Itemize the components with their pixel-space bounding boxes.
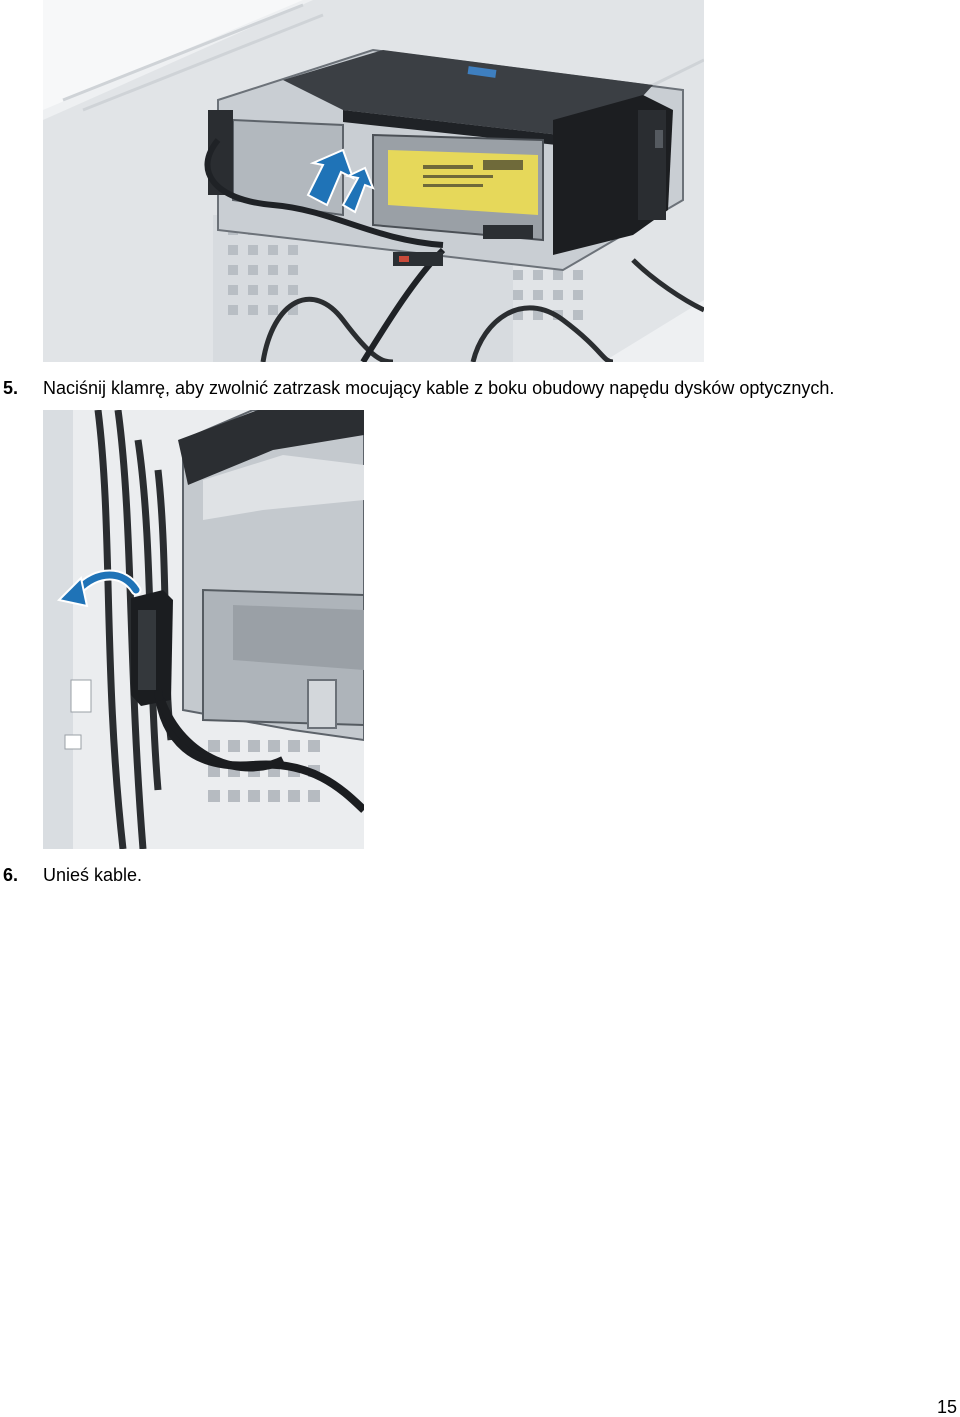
step-5 xyxy=(0,377,960,401)
step-number: 6. xyxy=(3,865,19,885)
page-number: 15 xyxy=(936,1397,957,1417)
cable-clip-illustration xyxy=(43,410,364,849)
step-text: Naciśnij klamrę, aby zwolnić zatrzask mocujący kable z boku obudowy napędu dysków optycznych. xyxy=(43,378,835,398)
step-text: Unieś kable. xyxy=(43,865,143,885)
optical-drive-cage-illustration xyxy=(43,0,704,362)
step-number: 5. xyxy=(3,378,19,398)
step-6 xyxy=(0,864,960,888)
